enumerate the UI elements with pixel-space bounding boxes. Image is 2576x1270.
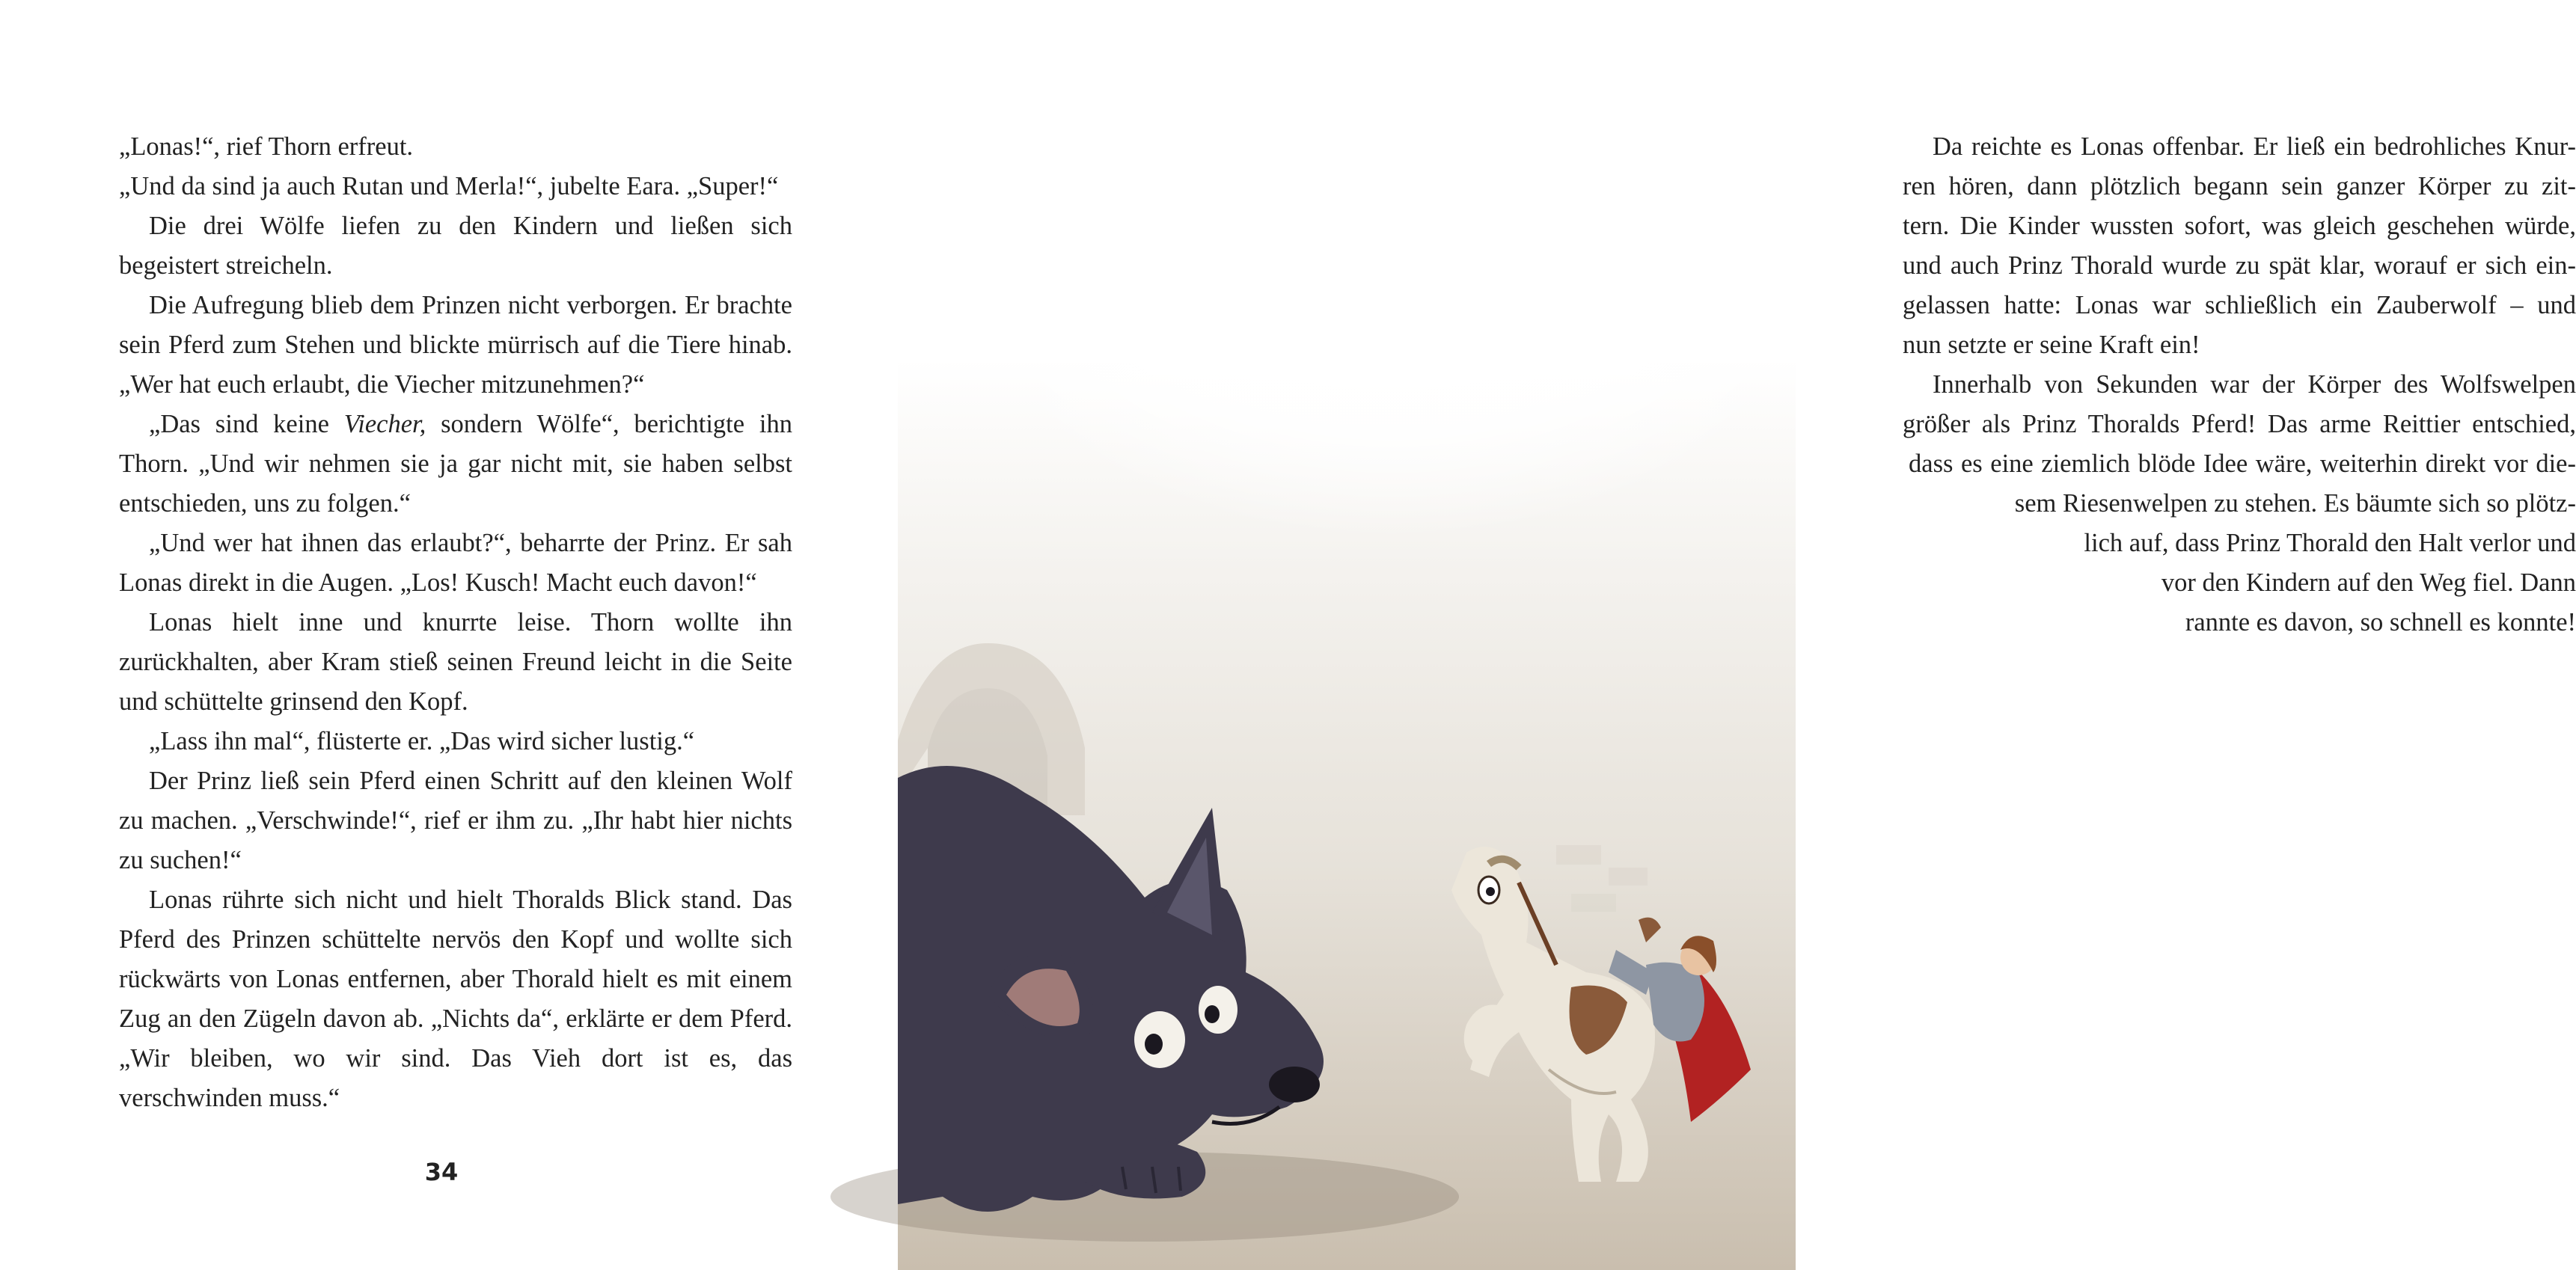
text-line: ren hören, dann plötzlich begann sein ganzer Körper zu zit- <box>1903 172 2576 200</box>
paragraph: „Und da sind ja auch Rutan und Merla!“, jubelte Eara. „Super!“ <box>119 172 779 200</box>
paragraph: Lonas hielt inne und knurrte leise. Thorn wollte ihn zurückhalten, aber Kram stieß seinen Freund leicht in die Seite und schüttelte grinsend den Kopf. <box>119 608 792 716</box>
illustration-wolf-and-horse <box>898 0 1796 1270</box>
right-page-text <box>1903 127 2576 642</box>
white-glow <box>898 0 1796 673</box>
paragraph: Lonas rührte sich nicht und hielt Thoralds Blick stand. Das Pferd des Prinzen schüttelte nervös den Kopf und wollte sich rückwärts von Lonas entfernen, aber Thorald hielt es mit einem Zug an den Zügeln davon ab. „Nichts da“, erklärte er dem Pferd. „Wir bleiben, wo wir sind. Das Vieh dort ist es, das verschwinden muss.“ <box>119 886 792 1112</box>
text-line: lich auf, dass Prinz Thorald den Halt verlor und <box>2084 529 2576 557</box>
page-number: 34 <box>424 1158 459 1186</box>
text-line: Innerhalb von Sekunden war der Körper des Wolfswelpen <box>1933 370 2576 399</box>
text-line: rannte es davon, so schnell es konnte! <box>2185 608 2576 636</box>
paragraph-part: sondern Wölfe“, berichtigte ihn Thorn. „Und wir nehmen sie ja gar nicht mit, sie haben selbst entschieden, uns zu folgen.“ <box>119 410 792 518</box>
left-page-text <box>119 127 792 1118</box>
right-page <box>898 0 2576 1270</box>
paragraph: Die drei Wölfe liefen zu den Kindern und ließen sich begeistert streicheln. <box>119 212 792 280</box>
paragraph: „Lass ihn mal“, flüsterte er. „Das wird sicher lustig.“ <box>149 727 695 755</box>
text-line: und auch Prinz Thorald wurde zu spät klar, worauf er sich ein- <box>1903 251 2576 280</box>
text-line: tern. Die Kinder wussten sofort, was gleich geschehen würde, <box>1903 212 2576 240</box>
text-line: größer als Prinz Thoralds Pferd! Das arme Reittier entschied, <box>1903 410 2576 438</box>
text-line: gelassen hatte: Lonas war schließlich ein Zauberwolf – und <box>1903 291 2576 319</box>
text-line: Da reichte es Lonas offenbar. Er ließ ein bedrohliches Knur- <box>1933 132 2576 161</box>
paragraph: Die Aufregung blieb dem Prinzen nicht verborgen. Er brachte sein Pferd zum Stehen und blickte mürrisch auf die Tiere hinab. „Wer hat euch erlaubt, die Viecher mitzunehmen?“ <box>119 291 792 399</box>
text-line: sem Riesenwelpen zu stehen. Es bäumte sich so plötz- <box>2014 489 2576 518</box>
text-line: vor den Kindern auf den Weg fiel. Dann <box>2161 568 2576 597</box>
text-line: nun setzte er seine Kraft ein! <box>1903 331 2200 359</box>
paragraph: Der Prinz ließ sein Pferd einen Schritt auf den kleinen Wolf zu machen. „Verschwinde!“, rief er ihm zu. „Ihr habt hier nichts zu suchen!“ <box>119 767 792 874</box>
left-page <box>0 0 898 1270</box>
paragraph <box>119 405 792 524</box>
paragraph: „Und wer hat ihnen das erlaubt?“, beharrte der Prinz. Er sah Lonas direkt in die Augen. „Los! Kusch! Macht euch davon!“ <box>119 529 792 597</box>
text-line: dass es eine ziemlich blöde Idee wäre, weiterhin direkt vor die- <box>1909 450 2576 478</box>
emphasis: Viecher, <box>343 410 426 438</box>
paragraph-part: „Das sind keine <box>149 410 344 438</box>
paragraph: „Lonas!“, rief Thorn erfreut. <box>119 132 414 161</box>
